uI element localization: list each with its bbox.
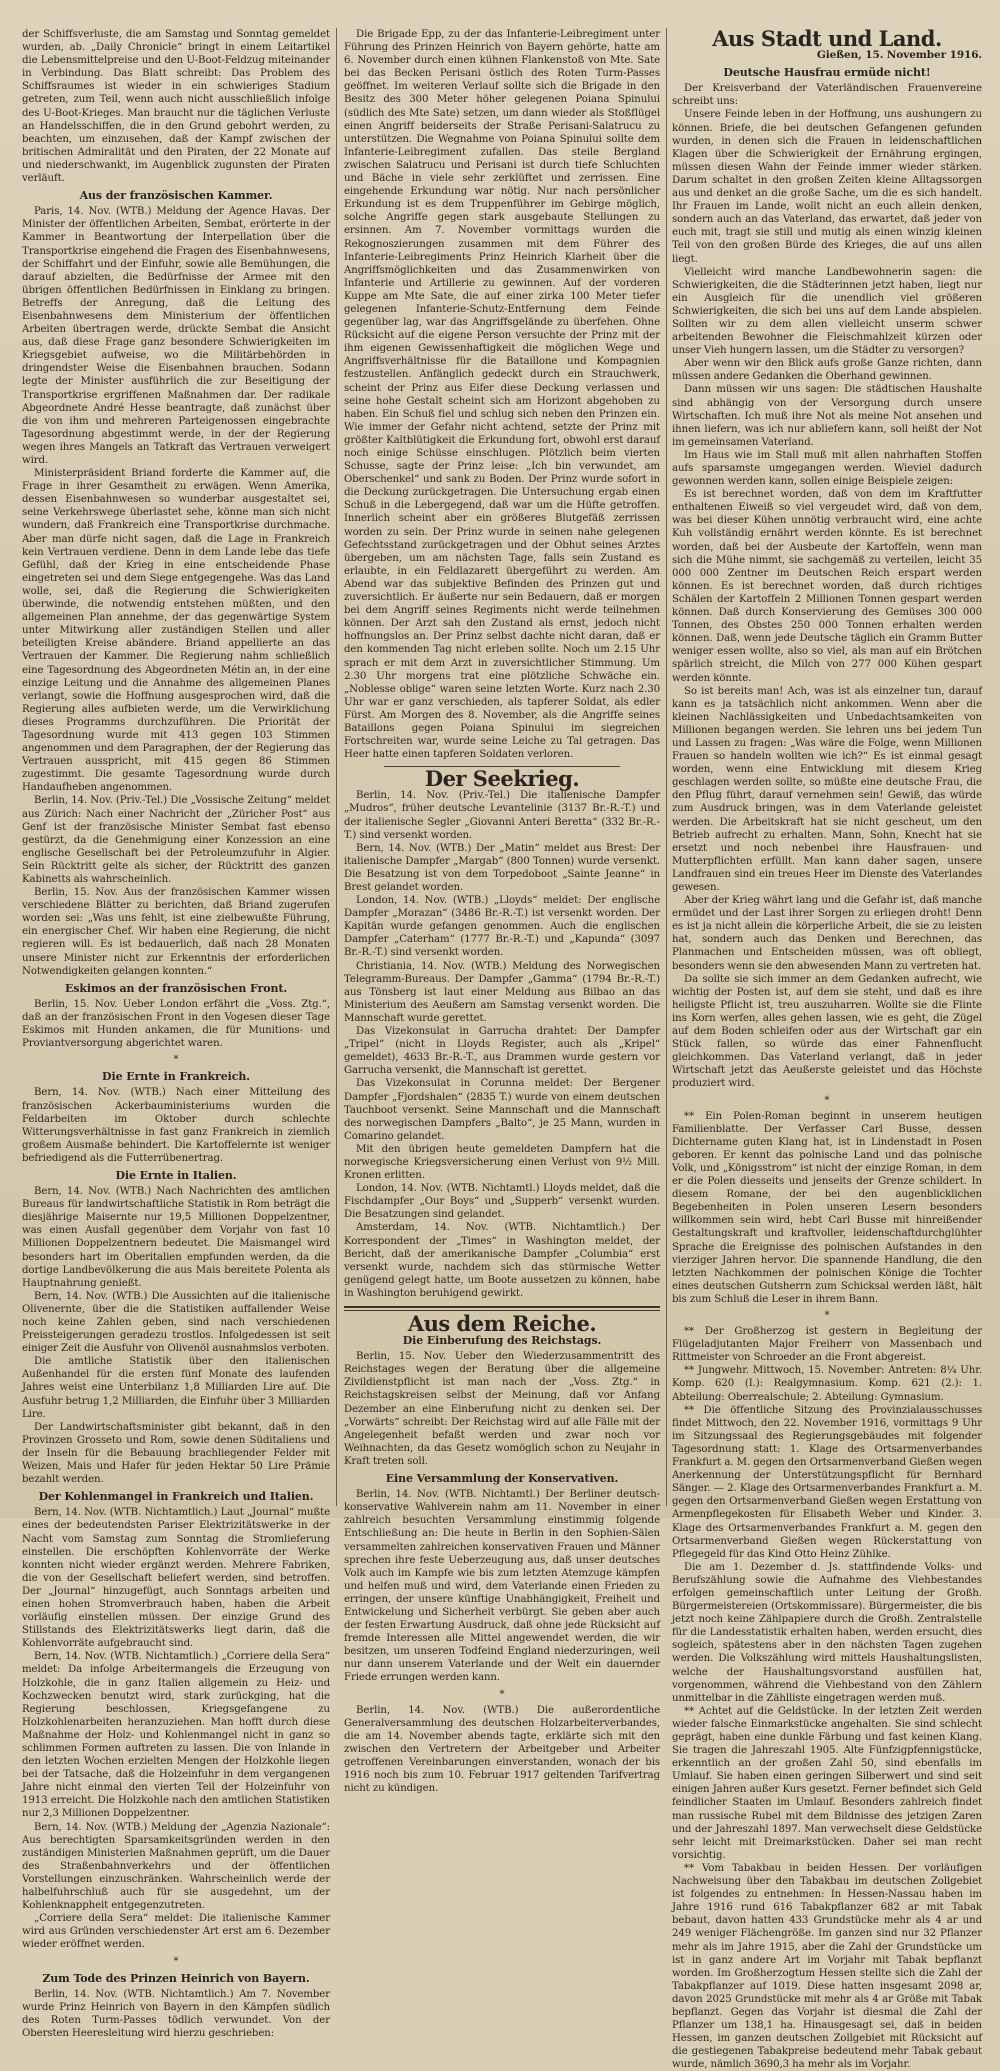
separator-star: * (173, 1955, 179, 1967)
article-paragraph: Das Vizekonsulat in Corunna meldet: Der Bergener Dampfer „Fjordshalen“ (2835 T.) wurde von einem deutschen Tauchboot versenkt. Seine Mannschaft und die Mannschaft des norwegischen Dampfers „Balto“, je 25 Mann, wurden in Comarino gelandet. (344, 1078, 660, 1142)
column-rule (336, 28, 337, 1506)
article-paragraph: Aber der Krieg währt lang und die Gefahr ist, daß manche ermüdet und der Last ihrer Sorgen zu erliegen droht! Denn es ist ja nicht allein die körperliche Arbeit, die sie zu leisten hat, sondern auch das Denken und Berechnen, das Planmachen und Entscheiden müssen, was oft obliegt, besonders wenn sie den abwesenden Mann zu vertreten hat. (672, 895, 982, 972)
article-headline: Die Ernte in Italien. (115, 1168, 237, 1182)
article-headline: Die Ernte in Frankreich. (102, 1070, 250, 1084)
article-headline: Eskimos an der französischen Front. (64, 981, 288, 995)
article-headline: Deutsche Hausfrau ermüde nicht! (723, 66, 931, 80)
article-paragraph: Bern, 14. Nov. (WTB.) Nach Nachrichten des amtlichen Bureaus für landwirtschaftliche Statistik in Rom beträgt die diesjährige Maisernte nur 19,5 Millionen Doppelzentner, was einen Ausfall gegenüber dem Vorjahr von fast 10 Millionen Doppelzentnern bedeutet. Die Maismangel wird besonders hart im Oberitalien empfunden werden, da die dortige Landbevölkerung die aus Mais bereitete Polenta als Hauptnahrung genießt. (22, 1186, 330, 1289)
column-middle (344, 28, 660, 1795)
article-paragraph: Die Brigade Epp, zu der das Infanterie-Leibregiment unter Führung des Prinzen Heinrich von Bayern gehörte, hatte am 6. November durch einen kühnen Flankenstoß von Mte. Sate bei das Becken Perisani östlich des Roten Turm-Passes geöffnet. Im weiteren Verlauf sollte sich die Brigade in den Besitz des 300 Meter höher gelegenen Poiana Spinului (südlich des Mte Sate) setzen, um dann wieder als Stoßflügel einen Angriff beiderseits der Straße Perisani-Salatrucu zu unterstützen. Die Wegnahme von Poiana Spinului sollte dem Infanterie-Leibregiment zufallen. Das steile Bergland zwischen Salatrucu und Perisani ist durch tiefe Schluchten und Bäche in viele sehr zerklüftet und zerrissen. Eine eingehende Erkundung war nötig. Nur nach persönlicher Erkundung ist es dem Truppenführer im Gebirge möglich, solche Angriffe gegen stark ausgebaute Stellungen zu ersinnen. Am 7. November vormittags wurden die Rekognoszierungen zusammen mit dem Führer des Infanterie-Leibregiments Prinz Heinrich Klarheit über die Angriffsmöglichkeiten und das Zusammenwirken von Infanterie und Artillerie zu gewinnen. Auf der vorderen Kuppe am Mte Sate, die auf einer zirka 100 Meter tiefer gelegenen Infanterie-Schutz-Entfernung dem Feinde gegenüber lag, war das Angriffsgelände zu überfehen. Ohne Rücksicht auf die eigene Person versuchte der Prinz mit der ihm eigenen Gewissenhaftigkeit die möglichen Wege und Angriffsverhältnisse für die Bataillone und Kompagnien festzustellen. Anfänglich gedeckt durch ein Strauchwerk, scheint der Prinz aus Eifer diese Deckung verlassen und seine hohe Gestalt scheint sich am Horizont abgehoben zu haben. Ein Schuß fiel und schlug sich neben den Prinzen ein. Wie immer der Gefahr nicht achtend, setzte der Prinz mit größter Kaltblütigkeit die Erkundung fort, obwohl erst darauf noch einige Schüsse einschlugen. Plötzlich beim vierten Schusse, sagte der Prinz leise: „Ich bin verwundet, am Oberschenkel“ und sank zu Boden. Der Prinz wurde sofort in die Deckung zurückgetragen. Die Untersuchung ergab einen Schuß in die Lebergegend, daß war um die Hüfte getroffen. Innerlich scheint aber ein größeres Blutgefäß zerrissen worden zu sein. Der Prinz wurde in seinen nahe gelegenen Gefechtsstand zurückgetragen und der Obhut seines Arztes übergeben, um am nächsten Tage, falls sein Zustand es erlaubte, in ein Feldlazarett übergeführt zu werden. Am Abend war das subjektive Befinden des Prinzen gut und zuversichtlich. Er äußerte nur sein Bedauern, daß er morgen bei dem Angriff seines Regiments nicht werde teilnehmen können. Der Arzt sah den Zustand als ernst, jedoch nicht hoffnungslos an. Der Prinz selbst dachte nicht daran, daß er den kommenden Tag nicht erleben sollte. Noch um 2.15 Uhr sprach er mit dem Arzt in zuversichtlicher Stimmung. Um 2.30 Uhr morgens trat eine plötzliche Schwäche ein. „Noblesse oblige“ waren seine letzten Worte. Kurz nach 2.30 Uhr war er ganz verschieden, als tapferer Soldat, als edler Fürst. Am Morgen des 8. November, als die Angriffe seines Bataillons gegen Poiana Spinului im siegreichen Fortschreiten war, wurde seine Leiche zu Tal getragen. Das Heer hatte einen tapferen Soldaten verloren. (344, 29, 660, 761)
article-paragraph: Bern, 14. Nov. (WTB. Nichtamtlich.) „Corriere della Sera“ meldet: Da infolge Arbeitermangels die Erzeugung von Holzkohle, die in ganz Italien allgemein zu Heiz- und Kochzwecken benutzt wird, stark zurückging, hat die Regierung beschlossen, Kriegsgefangene zu Holzkohlenarbeiten heranzuziehen. Man hofft durch diese Maßnahme der Holz- und Kohlenmangel nicht in ganz so schlimmen Formen auftreten zu lassen. Die von Inlande in den letzten Wochen erzielten Mengen der Holzkohle liegen bei der Tatsache, daß die Holzeinfuhr in dem vergangenen Jahre nicht einmal den vierten Teil der Holzeinfuhr von 1913 erreicht. Die Holzkohle nach den amtlichen Statistiken nur 2,3 Millionen Doppelzentner. (22, 1651, 330, 1820)
separator-star: * (824, 1310, 830, 1321)
section-headline: Aus dem Reiche. (407, 1311, 597, 1336)
article-paragraph: Berlin, 14. Nov. (WTB.) Die außerordentliche Generalversammlung des deutschen Holzarbeiterverbandes, die am 14. November abends tagte, erklärte sich mit den zwischen den Vertretern der Arbeitgeber und Arbeiter getroffenen Vereinbarungen einverstanden, wonach der bis 1916 noch bis zum 10. Februar 1917 geltenden Tarifvertrag nicht zu kündigen. (344, 1704, 660, 1795)
separator-star: * (499, 1688, 505, 1700)
article-paragraph: Christiania, 14. Nov. (WTB.) Meldung des Norwegischen Telegramm-Bureaus. Der Dampfer „Gamma“ (1794 Br.-R.-T.) aus Tönsberg ist laut einer Meldung aus Bilbao an das Ministerium des Aeußern am Samstag versenkt worden. Die Mannschaft wurde gerettet. (344, 960, 660, 1024)
article-paragraph: Mit den übrigen heute gemeldeten Dampfern hat die norwegische Kriegsversicherung einen Verlust von 9½ Mill. Kronen erlitten. (344, 1143, 660, 1182)
column-rule (666, 28, 667, 1506)
article-paragraph: Bern, 14. Nov. (WTB.) Der „Matin“ meldet aus Brest: Der italienische Dampfer „Margab“ (800 Tonnen) wurde versenkt. Die Besatzung ist von dem Torpedoboot „Sainte Jeanne“ in Brest gelandet worden. (344, 842, 660, 893)
article-headline: Zum Tode des Prinzen Heinrich von Bayern. (42, 1971, 310, 1985)
article-paragraph: ** Der Großherzog ist gestern in Begleitung der Flügeladjutanten Major Freiherr von Massenbach und Rittmeister von Schroeder an die Front abgereist. (672, 1326, 982, 1364)
article-paragraph: Da sollte sie sich immer an dem Gedanken aufrecht, wie wichtig der Posten ist, auf dem sie steht, und daß es ihre heiligste Pflicht ist, treu auszuharren. Wollte sie die Flinte ins Korn werfen, alles gehen lassen, wie es geht, die Zügel auf dem Boden schleifen oder aus der Wirtschaft gar ein Stück fallen, so würde das einer Fahnenflucht gleichkommen. Das Vaterland verlangt, daß in jeder Wirtschaft jetzt das Aeußerste geleistet und das Höchste produziert wird. (672, 973, 982, 1090)
article-paragraph: Die amtliche Statistik über den italienischen Außenhandel für die ersten fünf Monate des laufenden Jahres weist eine Unterbilanz 1,8 Milliarden Lire auf. Die Ausfuhr betrug 1,2 Milliarden, die Einfuhr über 3 Milliarden Lire. (22, 1356, 330, 1420)
article-paragraph: Aber wenn wir den Blick aufs große Ganze richten, dann müssen andere Gedanken die Oberhand gewinnen. (672, 358, 982, 383)
section-headline: Der Seekrieg. (424, 766, 580, 792)
article-headline: Aus der französischen Kammer. (79, 189, 273, 203)
article-paragraph: Es ist berechnet worden, daß von dem im Kraftfutter enthaltenen Eiweiß so viel vergeudet wird, daß von dem, was bei dieser Kühen unnötig verbraucht wird, eine achte Kuh vollständig ernährt werden könnte. Es ist berechnet worden, daß bei der Ausbeute der Kartoffeln, wenn man sich die Mühe nimmt, sie sachgemäß zu verteilen, leicht 35 000 000 Zentner im Deutschen Reich erspart werden können. Es ist berechnet worden, daß durch richtiges Schälen der Kartoffeln 2 Millionen Tonnen gespart werden können. Daß durch Konservierung des Gemüses 300 000 Tonnen, des Obstes 250 000 Tonnen erhalten werden können. Daß, wenn jede Deutsche täglich ein Gramm Butter weniger essen wollte, also so viel, als man auf ein Brötchen spärlich streicht, die Milch von 277 000 Kühen gespart werden könnte. (672, 489, 982, 684)
article-paragraph: Dann müssen wir uns sagen: Die städtischen Haushalte sind abhängig von der Versorgung durch unsere Wirtschaften. Ich muß ihre Not als meine Not ansehen und ihnen liefern, was ich nur abliefern kann, soll heißt der Not im gemeinsamen Vaterland. (672, 384, 982, 448)
article-paragraph: Berlin, 15. Nov. Ueber den Wiederzusammentritt des Reichstages wegen der Beratung über die allgemeine Zivildienstpflicht ist man nach der „Voss. Ztg.“ in Reichstagskreisen selbst der Meinung, daß vor Anfang Dezember an eine Einberufung nicht zu denken sei. Der „Vorwärts“ schreibt: Der Reichstag wird auf alle Fälle mit der Angelegenheit befaßt werden und zwar noch vor Weihnachten, da das Gesetz womöglich schon zu Neujahr in Kraft treten soll. (344, 1351, 660, 1467)
article-paragraph: London, 14. Nov. (WTB. Nichtamtl.) Lloyds meldet, daß die Fischdampfer „Our Boys“ und „Supperb“ versenkt wurden. Die Besatzungen sind gelandet. (344, 1183, 660, 1221)
article-headline: Die Einberufung des Reichstags. (402, 1334, 602, 1348)
article-paragraph: Der Kreisverband der Vaterländischen Frauenvereine schreibt uns: (672, 83, 982, 108)
article-paragraph: Berlin, 14. Nov. (Priv.-Tel.) Die „Vossische Zeitung“ meldet aus Zürich: Nach einer Nachricht der „Züricher Post“ aus Genf ist der französische Minister Sembat fast ebenso gestürzt, da die Genehmigung einer Konzession an eine englische Gesellschaft bei der Petroleumzufuhr in Algier. Sein Rücktritt gelte als sicher, der Rücktritt des ganzen Kabinetts als wahrscheinlich. (22, 795, 330, 885)
article-paragraph: Bern, 14. Nov. (WTB.) Meldung der „Agenzia Nazionale“: Aus berechtigten Sparsamkeitsgründen werden in den zuständigen Ministerien Maßnahmen geprüft, um die Dauer des Straßenbahnverkehrs und der öffentlichen Vorstellungen einzuschränken. Wahrscheinlich werde der halbelfuhrschluß auch für sie ausgedehnt, um der Kohlenknappheit entgegenzutreten. (22, 1821, 330, 1912)
section-headline: Aus Stadt und Land. (712, 26, 942, 51)
article-headline: Eine Versammlung der Konservativen. (385, 1472, 619, 1486)
article-paragraph: „Corriere della Sera“ meldet: Die italienische Kammer wird aus Gründen verschiedenster Art erst am 6. Dezember wieder eröffnet werden. (22, 1913, 330, 1951)
article-paragraph: Das Vizekonsulat in Garrucha drahtet: Der Dampfer „Tripel“ (nicht in Lloyds Register, auch als „Kripel“ gemeldet), 4633 Br.-R.-T., aus Drammen wurde gestern vor Garrucha versenkt, die Mannschaft ist gerettet. (344, 1026, 660, 1077)
separator-star: * (173, 1054, 179, 1066)
article-paragraph: Unsere Feinde leben in der Hoffnung, uns aushungern zu können. Briefe, die bei deutschen Gefangenen gefunden wurden, in denen sich die Frauen in leidenschaftlichen Klagen über die Schwierigkeit der Ernährung ergingen, müssen diesen Wahn der Feinde immer wieder stärken. Darum schaltet in den großen Zeiten kleine Alltagssorgen aus und denket an die große Sache, um die es sich handelt. Ihr Frauen im Lande, wollt nicht an euch allein denken, sondern auch an das Vaterland, das erwartet, daß jeder von euch mit, tragt sie still und mutig als einen winzig kleinen Teil von den großen Bürde des Krieges, die auf uns allen liegt. (672, 109, 982, 265)
article-paragraph: Die am 1. Dezember d. Js. stattfindende Volks- und Berufszählung sowie die Aufnahme des Viehbestandes erfolgen gemeinschaftlich unter Leitung der Großh. Bürgermeistereien (Ortskommissare). Bürgermeister, die bis jetzt noch keine Zählpapiere durch die Großh. Zentralstelle für die Landesstatistik erhalten haben, werden ersucht, dies sogleich, spätestens aber in den nächsten Tagen zugehen werden. Die Volkszählung wird mittels Haushaltungslisten, welche der Haushaltungsvorstand ausfüllen hat, vorgenommen, während die Viehbestand von den Zählern unmittelbar in die Zählliste eingetragen werden muß. (672, 1561, 982, 1704)
article-paragraph: Der Landwirtschaftsminister gibt bekannt, daß in den Provinzen Grosseto und Rom, sowie denen Süditaliens und der Inseln für die Bebauung brachliegender Felder mit Weizen, Mais und Hafer für jeden Hektar 50 Lire Prämie bezahlt werden. (22, 1421, 330, 1486)
article-paragraph: Bern, 14. Nov. (WTB.) Nach einer Mitteilung des französischen Ackerbauministeriums wurden die Feldarbeiten im Oktober durch schlechte Witterungsverhältnisse in fast ganz Frankreich in ziemlich großem Ausmaße behindert. Die Kartoffelernte ist weniger befriedigend als die Futterrübenertrag. (22, 1087, 330, 1164)
article-paragraph: Ministerpräsident Briand forderte die Kammer auf, die Frage in ihrer Gesamtheit zu erwägen. Wenn Amerika, dessen Eisenbahnwesen so wunderbar ausgestaltet sei, seine Verkehrswege überlastet sehe, könne man sich nicht wundern, daß Frankreich eine Transportkrise durchmache. Aber man dürfe nicht sagen, daß die Lage in Frankreich kein Vertrauen verdiene. Denn in dem Lande lebe das tiefe Gefühl, daß der Krieg in eine entscheidende Phase eingetreten sei und dem Siege entgegengehe. Was das Land wolle, sei, daß die Regierung die Schwierigkeiten überwinde, die notwendig entstehen müßten, und den allgemeinen Plan annehme, der das gegenwärtige System unter Mitwirkung aller zuständigen Stellen und aller beteiligten Kreise abändere. Briand appellierte an das Vertrauen der Kammer. Die Regierung nahm schließlich eine Tagesordnung des Abgeordneten Métin an, in der eine einzige Leitung und die Annahme des allgemeinen Planes verlangt, sowie die Hoffnung ausgesprochen wird, daß die Regierung alles aufbieten werde, um die Verwirklichung dieses Programms durchzuführen. Die Priorität der Tagesordnung wurde mit 413 gegen 103 Stimmen angenommen und dem Paragraphen, der der Regierung das Vertrauen ausspricht, mit 415 gegen 86 Stimmen zugestimmt. Die gesamte Tagesordnung wurde durch Handaufheben angenommen. (22, 468, 330, 794)
article-paragraph: So ist bereits man! Ach, was ist als einzelner tun, darauf kann es ja tatsächlich nicht ankommen. Wenn aber die kleinen Nachlässigkeiten und Unbedachtsamkeiten von Millionen begangen werden. Sie lehren uns bei jedem Tun und Lassen zu fragen: „Was wäre die Folge, wenn Millionen Frauen so handeln wollten wie ich?“ Es ist einmal gesagt worden, wenn eine Entwicklung mit diesem Krieg geschlagen werden sollte, so müßte eine deutsche Frau, die den Pflug führt, darauf vernehmen sein! Gewiß, das würde zum Ausdruck bringen, was in dem Vaterlande geleistet werden. Die Arbeitskraft hat sie nicht gescheut, um den Betrieb aufrecht zu erhalten. Mann, Sohn, Knecht hat sie ersetzt und noch nebenbei ihre Hausfrauen- und Mutterpflichten erfüllt. Man kann daher sagen, unsere Landfrauen sind ein treues Heer im Dienste des Vaterlandes gewesen. (672, 685, 982, 893)
article-paragraph: Berlin, 14. Nov. (WTB. Nichtamtl.) Der Berliner deutsch-konservative Wahlverein nahm am 11. November in einer zahlreich besuchten Versammlung einstimmig folgende Entschließung an: Die heute in Berlin in den Sophien-Sälen versammelten zahlreichen konservativen Frauen und Männer sprechen ihre feste Ueberzeugung aus, daß unser deutsches Volk auch im Kampfe wie bis zum letzten Atemzuge kämpfen und helfen muß und wird, dem Vaterlande einen Frieden zu erringen, der unsere künftige Unabhängigkeit, Freiheit und Entwickelung und Sicherheit verbürgt. Sie geben aber auch der festen Erwartung Ausdruck, daß ohne jede Rücksicht auf fremde Interessen alle Mittel angewendet werden, die wir besitzen, um unseren Todfeind England niederzuringen, weil nur dann unserem Vaterlande und der Welt ein dauernder Friede errungen werden kann. (344, 1489, 660, 1684)
article-paragraph: Berlin, 15. Nov. Aus der französischen Kammer wissen verschiedene Blätter zu berichten, daß Briand zugerufen worden sei: „Was uns fehlt, ist eine zielbewußte Führung, ein energischer Chef. Wir haben eine Regierung, die nicht regieren will. Es ist bedauerlich, daß nach 28 Monaten unsere Minister nicht zur Erkenntnis der erforderlichen Notwendigkeiten gelangen konnten.“ (22, 887, 330, 977)
column-right (672, 26, 982, 2071)
separator-star: * (824, 1094, 830, 1106)
article-paragraph: Bern, 14. Nov. (WTB.) Die Aussichten auf die italienische Olivenernte, über die die Statistiken auffallender Weise noch keine Zahlen geben, sind nach verschiedenen Preissteigerungen geradezu trostlos. Infolgedessen ist seit einiger Zeit die Ausfuhr von Olivenöl ausnahmslos verboten. (22, 1290, 330, 1355)
article-paragraph: Im Haus wie im Stall muß mit allen nahrhaften Stoffen aufs sparsamste umgegangen werden. Wieviel dadurch gewonnen werden kann, sollen einige Beispiele zeigen: (672, 449, 982, 488)
column-left (22, 28, 330, 2039)
article-paragraph: ** Jungwehr. Mittwoch, 15. November: Antreten: 8¼ Uhr. Komp. 620 (I.): Realgymnasium. Komp. 621 (2.): 1. Abteilung: Oberrealschule; 2. Abteilung: Gymnasium. (672, 1365, 982, 1403)
article-paragraph: ** Achtet auf die Geldstücke. In der letzten Zeit werden wieder falsche Einmarkstücke angehalten. Sie sind schlecht geprägt, haben eine dunkle Färbung und fast keinen Klang. Sie tragen die Jahreszahl 1905. Alte Fünfzigpfennigstücke, erkenntlich an der großen Zahl 50, sind ebenfalls im Umlauf. Sie haben einen geringen Silberwert und sind seit einigen Jahren außer Kurs gesetzt. Ferner befindet sich Geld feindlicher Staaten im Umlauf. Besonders zahlreich findet man russische Rubel mit dem Bildnisse des jetzigen Zaren und der Jahreszahl 1897. Man verwechselt diese Geldstücke sehr leicht mit Dreimarkstücken. Daher sei man recht vorsichtig. (672, 1705, 982, 1861)
article-paragraph: ** Ein Polen-Roman beginnt in unserem heutigen Familienblatte. Der Verfasser Carl Busse, dessen Dichtername guten Klang hat, ist in Lindenstadt in Posen geboren. Er kennt das polnische Land und das polnische Volk, und „Königsstrom“ ist nicht der einzige Roman, in dem er die Polen diesseits und jenseits der Grenze schildert. In diesem Romane, der bei den augenblicklichen Begebenheiten in Polen unseren Lesern besonders willkommen sein wird, hebt Carl Busse mit hinreißender Gestaltungskraft und kraftvoller, leidenschaftdurchglühter Sprache die Ereignisse des polnischen Aufstandes in den vierziger Jahren hervor. Die spannende Handlung, die den letzten Nachkommen der polnischen Könige die Tochter eines deutschen Gutsherrn zum Schicksal werden läßt, hält bis zum Schluß die Leser in ihrem Bann. (672, 1110, 982, 1305)
article-paragraph: Berlin, 15. Nov. Ueber London erfährt die „Voss. Ztg.“, daß an der französischen Front in den Vogesen dieser Tage Eskimos mit Hunden ankamen, die für Munitions- und Proviantversorgung abgerichtet waren. (22, 998, 330, 1050)
article-paragraph: Berlin, 14. Nov. (WTB. Nichtamtlich.) Am 7. November wurde Prinz Heinrich von Bayern in den Kämpfen südlich des Roten Turm-Passes tödlich verwundet. Von der Obersten Heeresleitung wird hierzu geschrieben: (22, 1988, 330, 2039)
article-paragraph: ** Vom Tabakbau in beiden Hessen. Der vorläufigen Nachweisung über den Tabakbau im deutschen Zollgebiet ist folgendes zu entnehmen: In Hessen-Nassau haben im Jahre 1916 rund 616 Tabakpflanzer 682 ar mit Tabak bebaut, davon hatten 433 Grundstücke mehr als 4 ar und 249 weniger Flächengröße. Im ganzen sind nur 32 Pflanzer mehr als im Jahre 1915, aber die Zahl der Grundstücke um ist in ganz andere Art im Vorjahr mit Tabak bepflanzt worden. Im Großherzogtum Hessen stellte sich die Zahl der Tabakpflanzer auf 1019. Diese hatten insgesamt 2098 ar, davon 2025 Grundstücke mit mehr als 4 ar Größe mit Tabak bepflanzt. Gegen das Vorjahr ist diesmal die Zahl der Pflanzer um 138,1 ha. Hinausgesagt sei, daß in beiden Hessen, im ganzen deutschen Zollgebiet mit Rücksicht auf die gestiegenen Tabakpreise bedeutend mehr Tabak gebaut wurde, nämlich 3690,3 ha mehr als im Vorjahr. (672, 1862, 982, 2071)
article-paragraph: Amsterdam, 14. Nov. (WTB. Nichtamtlich.) Der Korrespondent der „Times“ in Washington meldet, der Bericht, daß der amerikanische Dampfer „Columbia“ erst versenkt wurde, nachdem sich das stürmische Wetter genügend gelegt hatte, um Boote aussetzen zu können, habe in Washington beruhigend gewirkt. (344, 1222, 660, 1299)
article-paragraph: London, 14. Nov. (WTB.) „Lloyds“ meldet: Der englische Dampfer „Morazan“ (3486 Br.-R.-T.) ist versenkt worden. Der Kapitän wurde gefangen genommen. Auch die englischen Dampfer „Caterham“ (1777 Br.-R.-T.) und „Kapunda“ (3097 Br.-R.-T.) sind versenkt worden. (344, 895, 660, 959)
article-paragraph: ** Die öffentliche Sitzung des Provinzialausschusses findet Mittwoch, den 22. November 1916, vormittags 9 Uhr im Sitzungssaal des Regierungsgebäudes mit folgender Tagesordnung statt: 1. Klage des Ortsarmenverbandes Frankfurt a. M. gegen den Ortsarmenverband Gießen wegen Anerkennung der Unterstützungspflicht für Bernhard Sänger. — 2. Klage des Ortsarmenverbandes Frankfurt a. M. gegen den Ortsarmenverband Gießen wegen Erstattung von Armenpflegekosten für Elisabeth Weber und Kinder. 3. Klage des Ortsarmenverbandes Frankfurt a. M. gegen den Ortsarmenverband Gießen wegen Rückerstattung von Pflegegeld für das Kind Otto Heinz Zühlke. (672, 1404, 982, 1560)
article-paragraph: Berlin, 14. Nov. (Priv.-Tel.) Die italienische Dampfer „Mudros“, früher deutsche Levantelinie (3137 Br.-R.-T.) und der italienische Segler „Giovanni Anteri Beretta“ (332 Br.-R.-T.) sind versenkt worden. (344, 790, 660, 841)
article-headline: Der Kohlenmangel in Frankreich und Italien. (38, 1490, 314, 1504)
article-paragraph: Vielleicht wird manche Landbewohnerin sagen: die Schwierigkeiten, die die Städterinnen jetzt haben, liegt nur ein Ausgleich für die unendlich viel größeren Schwierigkeiten, die sich bei uns auf dem Lande abspielen. Sollten wir zu dem allen vielleicht unserm schwer arbeitenden Bewohner die Fleischmahlzeit kürzen oder unser Vieh hungern lassen, um die Städter zu versorgen? (672, 266, 982, 357)
article-paragraph: Paris, 14. Nov. (WTB.) Meldung der Agence Havas. Der Minister der öffentlichen Arbeiten, Sembat, erörterte in der Kammer in Beantwortung der Interpellation über die Transportkrise eingehend die Fragen des Eisenbahnwesens, der Schiffahrt und der Einfuhr, sowie alle Bemühungen, die darauf abzielten, die Bedürfnisse der Armee mit den übrigen öffentlichen Bedürfnissen in Einklang zu bringen. Betreffs der Anregung, daß die Leitung des Eisenbahnwesens dem Ministerium der öffentlichen Arbeiten übertragen werde, drückte Sembat die Ansicht aus, daß diese Frage ganz besondere Schwierigkeiten im Kriegsgebiet aufweise, wo die Militärbehörden in dringendster Weise die Eisenbahnen brauchen. Sodann legte der Minister ausführlich die zur Beseitigung der Transportkrise ergriffenen Maßnahmen dar. Der radikale Abgeordnete André Hesse beantragte, daß zunächst über die von ihm und mehreren Parteigenossen eingebrachte Tagesordnung abgestimmt werde, in der der Regierung wegen ihres Mangels an Tatkraft das Vertrauen verweigert wird. (22, 206, 330, 466)
article-paragraph: der Schiffsverluste, die am Samstag und Sonntag gemeldet wurden, ab. „Daily Chronicle“ bringt in einem Leitartikel die Lebensmittelpreise und den U-Boot-Feldzug miteinander in Verbindung. Das Blatt schreibt: Das Problem des Schiffsraumes ist wieder in ein schwieriges Stadium getreten, zum Teil, wenn auch nicht ausschließlich infolge des U-Boot-Krieges. Man braucht nur die täglichen Verluste an Handelsschiffen, die in den Grund gebohrt werden, zu beachten, um einzusehen, daß der Kampf zwischen der britischen Admiralität und den Piraten, der 22 Monate auf und niederschwankt, im Augenblick zugunsten der Piraten verläuft. (22, 29, 330, 185)
dateline: Gießen, 15. November 1916. (816, 49, 982, 62)
article-paragraph: Bern, 14. Nov. (WTB. Nichtamtlich.) Laut „Journal“ mußte eines der bedeutendsten Pariser Elektrizitätswerke in der Nacht vom Samstag zum Sonntag die Stromlieferung einstellen. Die erschöpften Kohlenvorräte der Werke konnten nicht wieder ergänzt werden. Mehrere Fabriken, die von der Gesellschaft beliefert werden, sind betroffen. Der „Journal“ hinzugefügt, auch Sonntags arbeiten und einen hohen Stromverbrauch haben, haben die Arbeit vorläufig einstellen müssen. Der einzige Grund des Stillstands des Elektrizitätswerks liegt darin, daß die Kohlenvorräte aufgebraucht sind. (22, 1507, 330, 1650)
